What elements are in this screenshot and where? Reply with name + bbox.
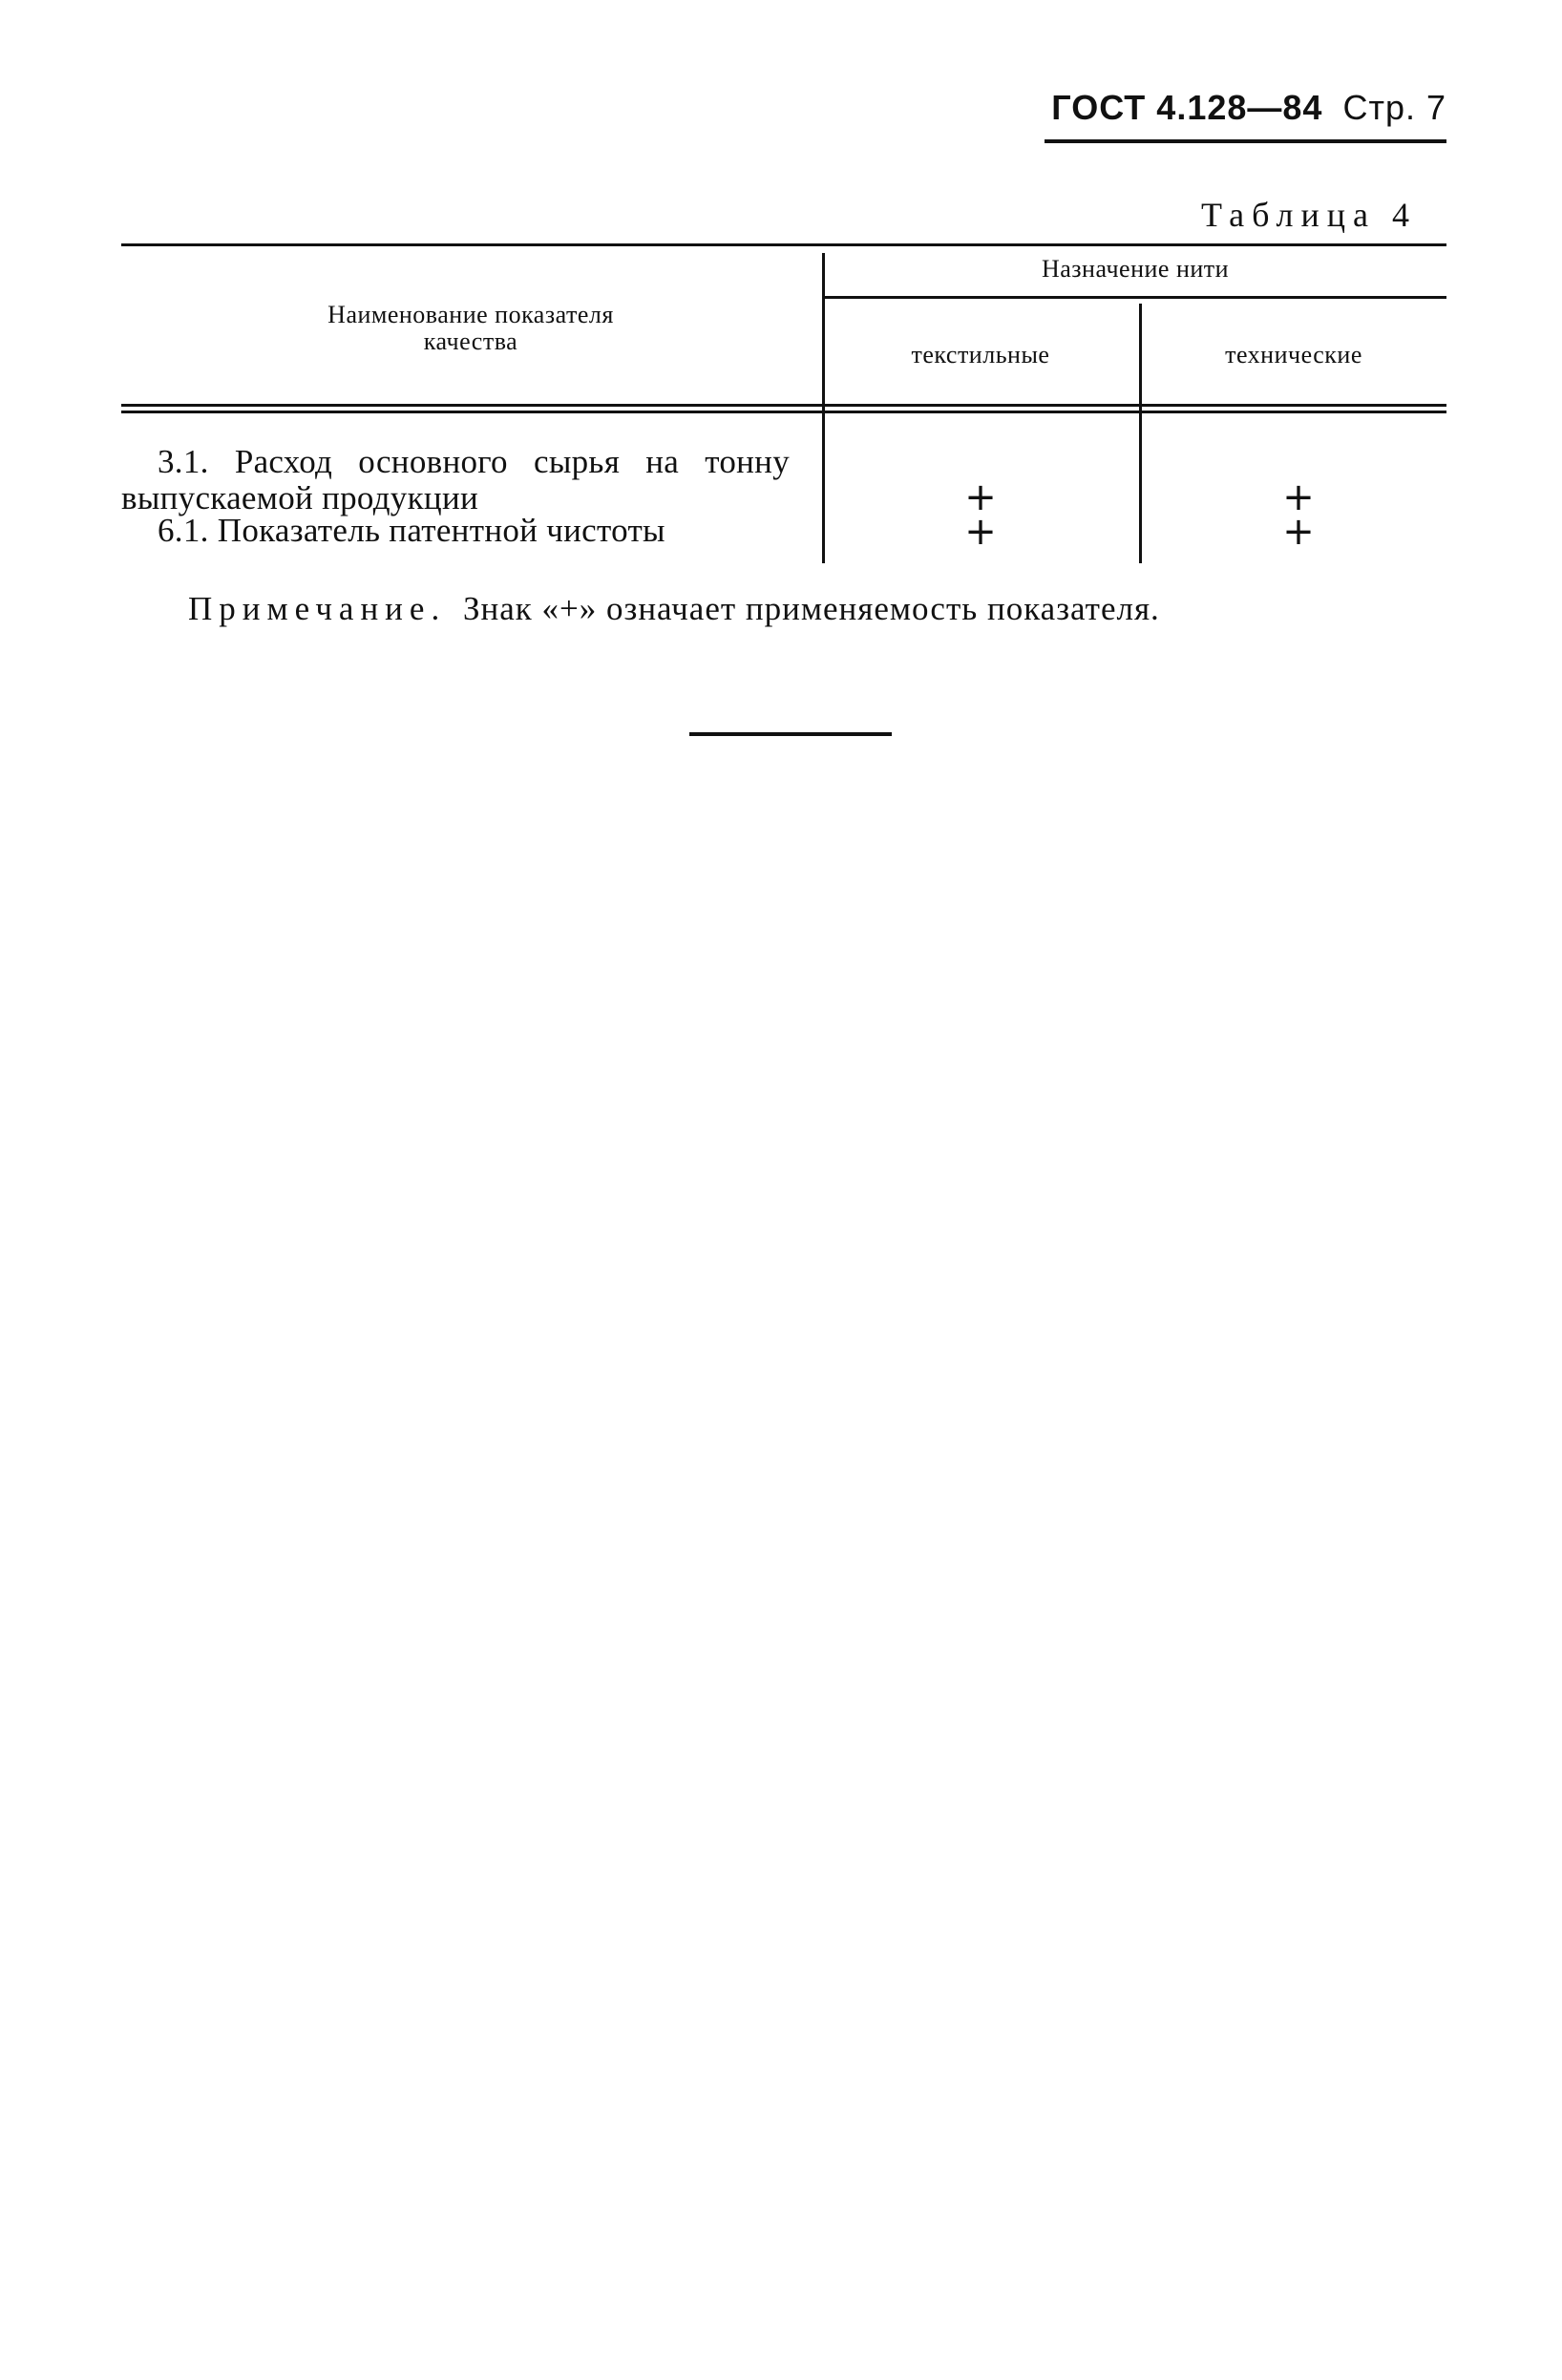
table-row-indicator-3-1 — [121, 444, 790, 516]
header-rule — [1045, 139, 1446, 143]
table-top-rule — [121, 243, 1446, 246]
row-2-textile-mark: + — [964, 510, 997, 554]
header-bottom-rule-1 — [121, 404, 1446, 407]
header-bottom-rule-2 — [121, 411, 1446, 413]
note-label: Примечание. — [188, 590, 447, 627]
row-1-name-line1: 3.1. Расход основного сырья на тонну — [158, 443, 790, 480]
row-1-textile-mark: + — [964, 475, 997, 519]
row-2-technical-mark: + — [1282, 510, 1315, 554]
end-rule — [689, 732, 892, 736]
table-caption: Таблица 4 — [1201, 196, 1417, 234]
header-thread-purpose: Назначение нити — [1041, 255, 1230, 283]
header-indicator-name-line1: Наименование показателя — [327, 301, 614, 328]
note-text: Знак «+» означает применяемость показателя. — [462, 590, 1160, 627]
header-indicator-name-line2: качества — [423, 327, 518, 355]
purpose-header-rule — [824, 296, 1446, 299]
row-2-name: 6.1. Показатель патентной чистоты — [158, 512, 665, 549]
header-textile: текстильные — [911, 341, 1050, 369]
table-note — [188, 590, 1160, 628]
page-header — [1051, 88, 1446, 128]
table-row-indicator-6-1 — [121, 513, 790, 549]
standard-number: ГОСТ 4.128—84 — [1051, 88, 1323, 127]
column-divider-main — [822, 253, 825, 563]
page-number: Стр. 7 — [1342, 88, 1446, 127]
row-1-name-line2: выпускаемой продукции — [121, 479, 479, 516]
row-1-technical-mark: + — [1282, 475, 1315, 519]
header-indicator-name — [121, 302, 820, 355]
header-technical: технические — [1225, 341, 1362, 369]
